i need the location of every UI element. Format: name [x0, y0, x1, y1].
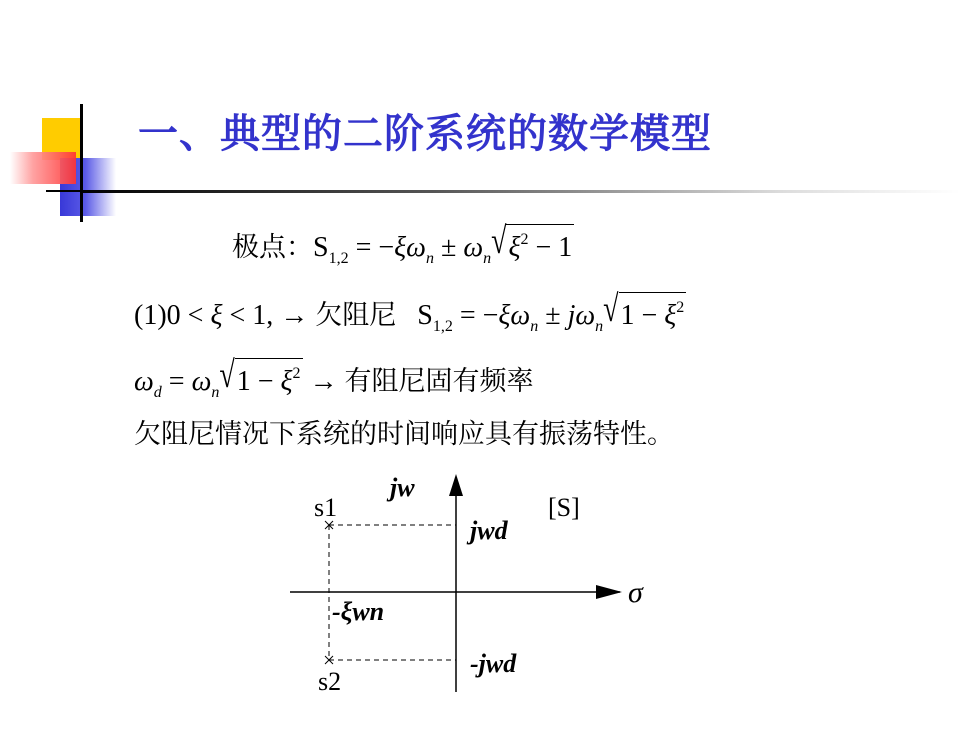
s-plane-label: [S]: [548, 493, 580, 522]
real-axis-arrow: [596, 585, 622, 599]
underdamped-formula: $S_{1,2} = -\xi\omega_n \pm j\omega_n√1 - \xi^2$: [417, 288, 685, 335]
imaginary-axis-arrow: [449, 474, 463, 496]
neg-jwd-label: -jwd: [470, 649, 517, 678]
damped-frequency-label: 有阻尼固有频率: [344, 366, 534, 397]
real-axis-label: σ: [628, 576, 643, 609]
neg-xiwn-label: -ξwn: [332, 597, 385, 626]
description-text: 欠阻尼情况下系统的时间响应具有振荡特性。: [134, 419, 674, 450]
damped-frequency-formula: $\omega_d = \omega_n√1 - \xi^2$ →: [134, 354, 345, 401]
jwd-label: jwd: [470, 516, 508, 545]
slide-title: 一、典型的二阶系统的数学模型: [138, 111, 712, 157]
underdamped-condition: (1)0 < ξ < 1, →: [134, 300, 316, 331]
poles-formula: $S_{1,2} = -\xi\omega_n \pm \omega_n√\xi^2 - 1$: [313, 220, 573, 267]
pole-s1-label: s1: [314, 493, 338, 522]
underdamped-label: 欠阻尼: [315, 300, 397, 331]
pole-s2-label: s2: [318, 667, 342, 696]
imaginary-axis-label: jw: [390, 473, 415, 502]
poles-label: 极点：: [232, 232, 313, 263]
